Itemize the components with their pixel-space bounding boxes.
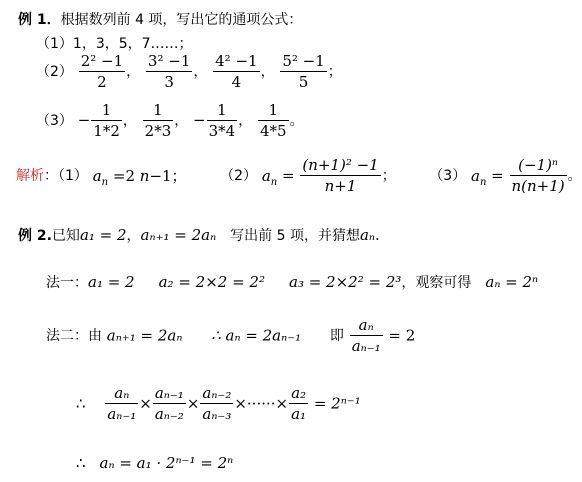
method1-observation: ，观察可得 [401, 275, 472, 291]
method2-then: 即 [329, 328, 344, 344]
part1-number: （1） [36, 36, 73, 52]
fraction-denominator: 3*4 [208, 122, 236, 140]
product-fraction [153, 386, 186, 422]
fraction-numerator: aₙ [114, 384, 130, 402]
fraction-numerator: 3² −1 [147, 52, 191, 70]
part3-line [36, 103, 304, 139]
example2-condition1: a₁ = 2 [79, 226, 127, 244]
answer1-n: n [139, 166, 150, 185]
fraction-denominator: 4 [213, 71, 259, 90]
semicolon: ； [381, 168, 396, 184]
fraction-numerator: aₙ₋₂ [202, 384, 232, 402]
method1-result: aₙ = 2ⁿ [485, 273, 539, 291]
example2-condition2: aₙ₊₁ = 2aₙ [140, 226, 217, 244]
answer2-equals: = [277, 166, 300, 185]
method2-line [46, 318, 415, 354]
answer2-number: （2） [220, 168, 258, 184]
fraction-denominator: a₁ [291, 405, 307, 423]
therefore-symbol: ∴ [76, 394, 86, 413]
fraction-numerator: 2² −1 [80, 52, 124, 70]
product-fraction [289, 386, 308, 422]
fraction-numerator: 1 [153, 101, 163, 119]
fraction-denominator: 1*2 [93, 122, 120, 140]
method2-rhs: = 2 [383, 326, 416, 345]
product-fraction [200, 386, 233, 422]
part3-number: （3） [36, 113, 73, 129]
part2-line [36, 54, 342, 90]
times-symbol: × [186, 394, 200, 413]
method2-expr1: aₙ₊₁ = 2aₙ [106, 326, 183, 345]
product-rhs: = 2ⁿ⁻¹ [309, 394, 361, 413]
answer1-variable: a [92, 166, 102, 185]
fraction-denominator: 3 [146, 71, 192, 90]
comma: ， [126, 228, 141, 244]
answer1-subscript: n [101, 176, 109, 188]
fraction-numerator: (n+1)² −1 [302, 156, 379, 174]
fraction-numerator: 4² −1 [215, 52, 258, 70]
part3-fraction [91, 103, 122, 139]
answer1-formula [92, 166, 187, 188]
part3-fraction [207, 103, 238, 139]
part2-fraction [280, 54, 326, 90]
fraction-denominator: aₙ₋₁ [107, 405, 137, 423]
fraction-denominator: aₙ₋₃ [202, 405, 232, 423]
fraction-denominator: aₙ₋₂ [154, 405, 184, 423]
part2-fraction [213, 54, 259, 90]
period: 。 [567, 168, 582, 184]
method2-expr2: ∴ aₙ = 2aₙ₋₁ [211, 326, 302, 345]
example2-task: 写出前 5 项，并猜想 [230, 228, 360, 244]
fraction-numerator: 1 [268, 101, 279, 119]
answer1-number: （1） [58, 168, 88, 184]
fraction-numerator: 1 [101, 101, 112, 119]
semicolon: ； [327, 64, 342, 80]
method1-expr1: a₁ = 2 [88, 273, 135, 291]
comma: ， [174, 113, 189, 129]
comma: ， [122, 113, 137, 129]
analysis-label: 解析 [16, 168, 44, 184]
fraction-denominator: 4*5 [259, 122, 287, 140]
minus-sign: − [77, 111, 91, 129]
fraction-numerator: aₙ [358, 316, 374, 334]
part3-fraction [143, 103, 174, 139]
method2-label: 法二：由 [46, 328, 102, 344]
times-symbol: × [139, 394, 152, 413]
method1-expr3: a₃ = 2×2² = 2³ [289, 273, 402, 291]
part3-fraction [258, 103, 289, 139]
fraction-numerator: a₂ [291, 384, 307, 402]
part2-fraction [79, 54, 125, 90]
method2-fraction [350, 318, 383, 354]
part1-sequence: 1，3，5，7……； [72, 36, 193, 52]
analysis-colon: ： [44, 168, 58, 184]
comma: ， [238, 113, 253, 129]
example2-end: . [375, 226, 380, 244]
example2-target: aₙ [359, 226, 376, 244]
fraction-denominator: n(n+1) [511, 177, 565, 195]
method1-line [46, 275, 538, 290]
comma: ， [126, 64, 141, 80]
answer3-equals: = [486, 166, 509, 185]
part2-fraction [146, 54, 192, 90]
fraction-numerator: aₙ₋₁ [154, 384, 184, 402]
method1-label: 法一： [46, 275, 88, 291]
analysis-line [16, 158, 582, 194]
example1-heading [18, 12, 302, 27]
answer3-fraction [510, 158, 567, 194]
fraction-denominator: 2*3 [144, 122, 172, 140]
therefore-symbol: ∴ [76, 454, 86, 472]
period: 。 [289, 113, 304, 129]
answer2-variable: $a_n$ [261, 166, 278, 188]
answer3-variable: $a_n$ [470, 166, 487, 188]
fraction-denominator: n+1 [300, 175, 380, 194]
part2-number: （2） [36, 64, 73, 80]
part1-line [36, 36, 193, 51]
answer1-equals: =2 [108, 166, 140, 185]
comma: ， [260, 64, 275, 80]
answer1-rest: −1； [149, 166, 187, 185]
example2-label: 例 2. [18, 228, 52, 244]
final-line [76, 456, 233, 471]
product-fraction [105, 386, 138, 422]
fraction-numerator: 1 [217, 101, 227, 119]
minus-sign: − [193, 111, 206, 129]
example1-label: 例 1． [18, 12, 61, 28]
comma: ， [193, 64, 208, 80]
example2-heading [18, 228, 380, 243]
answer2-fraction [300, 158, 380, 194]
method1-expr2: a₂ = 2×2 = 2² [158, 273, 265, 291]
answer3-number: （3） [429, 168, 467, 184]
fraction-numerator: 5² −1 [282, 52, 325, 70]
final-expression: aₙ = a₁ · 2ⁿ⁻¹ = 2ⁿ [99, 454, 234, 472]
dots-symbol: ×······× [234, 394, 289, 413]
example2-prefix: 已知 [51, 228, 80, 244]
fraction-denominator: 2 [79, 71, 125, 90]
product-line [76, 386, 361, 422]
fraction-numerator: (−1)ⁿ [518, 156, 559, 174]
fraction-denominator: aₙ₋₁ [351, 337, 381, 355]
fraction-denominator: 5 [280, 71, 326, 90]
example1-title: 根据数列前 4 项，写出它的通项公式： [60, 12, 303, 28]
